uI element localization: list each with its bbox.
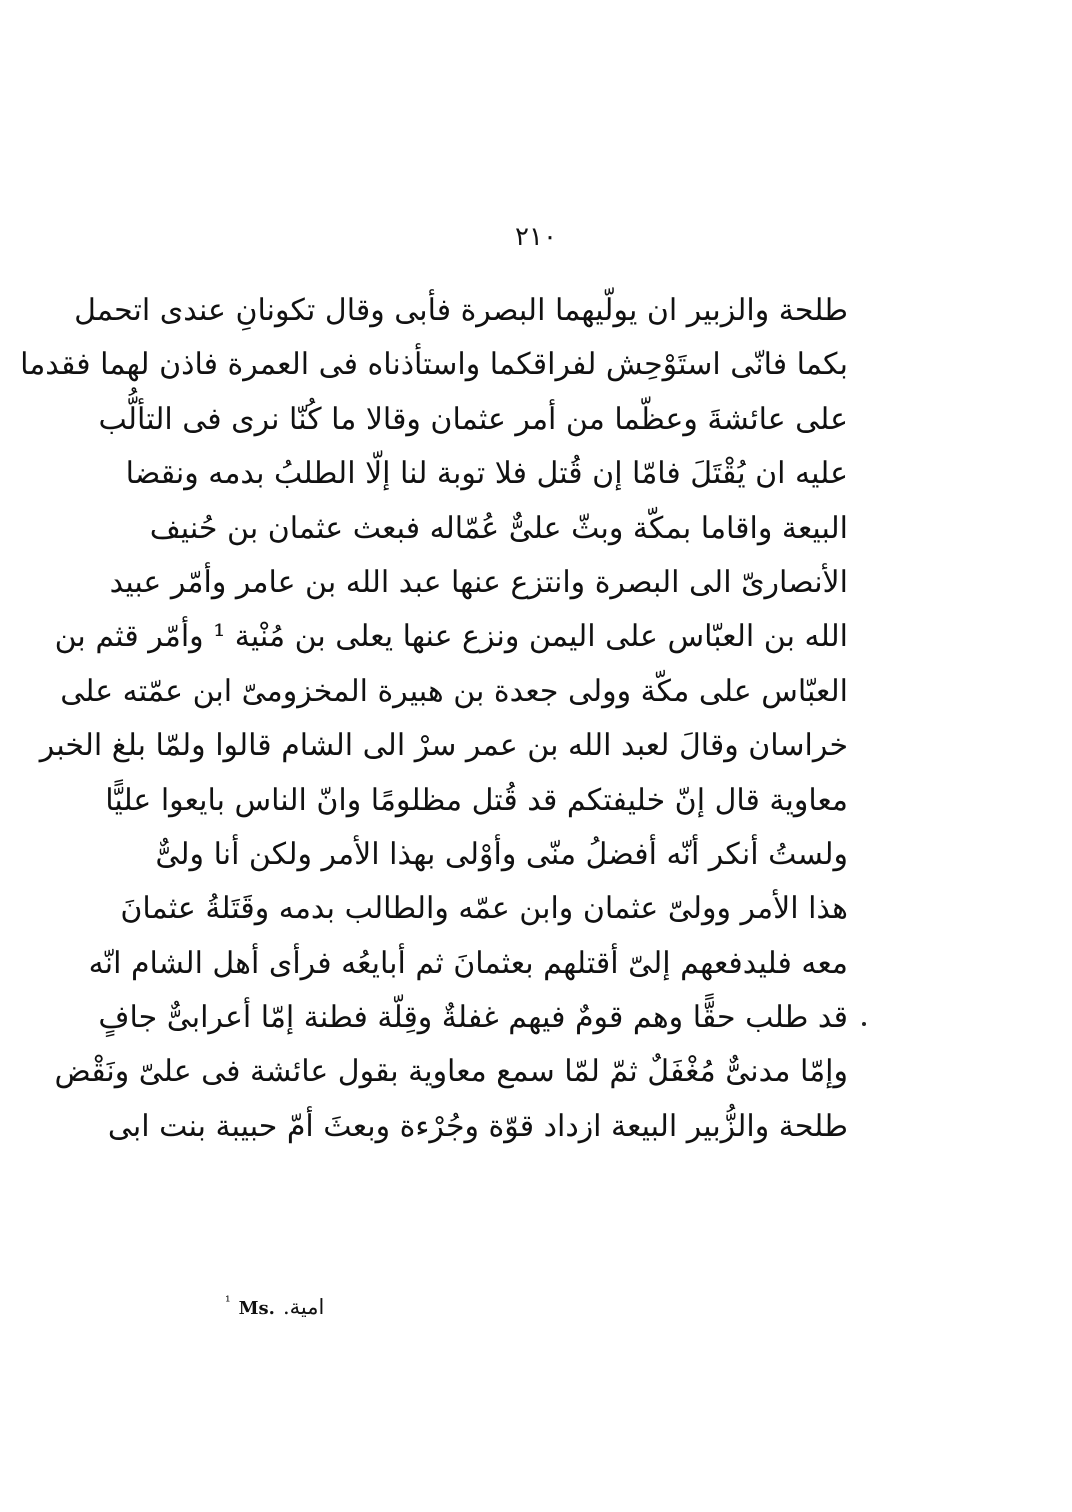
page-number: ٢١٠ <box>515 222 557 252</box>
text-line: وإمّا مدنىٌّ مُغْفَلٌ ثمّ لمّا سمع معاوية بقول عائشة فى علىّ ونَقْض <box>54 1054 848 1090</box>
body-text <box>20 284 848 1154</box>
text-line: طلحة والزبير ان يولّيهما البصرة فأبى وقال تكونانِ عندى اتحمل <box>74 293 848 328</box>
text-line: طلحة والزُّبير البيعة ازداد قوّة وجُرْءة وبعثَ أمّ حبيبة بنت ابى <box>107 1108 848 1144</box>
text-line: الأنصارىّ الى البصرة وانتزع عنها عبد الله بن عامر وأمّر عبيد <box>109 564 848 600</box>
footnote-marker: ¹ <box>225 1294 231 1310</box>
text-line: البيعة واقاما بمكّة وبثّ علىٌّ عُمّاله فبعث عثمان بن حُنيف <box>149 510 848 546</box>
text-line: هذا الأمر وولىّ عثمان وابن عمّه والطالب بدمه وقَتَلةُ عثمانَ <box>120 891 848 927</box>
text-line: الله بن العبّاس على اليمن ونزع عنها يعلى بن مُنْية ¹ وأمّر قثم بن <box>54 619 848 655</box>
text-line: معاوية قال إنّ خليفتكم قد قُتل مظلومًا وانّ الناس بايعوا عليًّا <box>105 782 848 818</box>
text-line: على عائشةَ وعظّما من أمر عثمان وقالا ما كُنّا نرى فى التألُّب <box>98 401 848 437</box>
text-line: ولستُ أنكر أنّه أفضلُ منّى وأوْلى بهذا الأمر ولكن أنا ولىٌّ <box>155 836 848 872</box>
footnote <box>225 1287 324 1324</box>
text-line: عليه ان يُقْتَلَ فامّا إن قُتل فلا توبة لنا إلّا الطلبُ بدمه ونقضا <box>125 456 848 492</box>
text-line: معه فليدفعهم إلىّ أقتلهم بعثمانَ ثم أبايعُه فرأى أهل الشام انّه <box>88 945 848 981</box>
text-line: العبّاس على مكّة وولى جعدة بن هبيرة المخزومىّ ابن عمّته على <box>60 673 848 709</box>
footnote-source: Ms. <box>238 1298 275 1319</box>
text-line: خراسان وقالَ لعبد الله بن عمر سرْ الى الشام قالوا ولمّا بلغ الخبر <box>39 728 848 764</box>
text-line: بكما فانّى استَوْحِش لفراقكما واستأذناه فى العمرة فاذن لهما فقدما <box>20 347 848 383</box>
ink-speck <box>862 1022 866 1026</box>
footnote-variant: امية. <box>282 1295 325 1319</box>
text-line: قد طلب حقًّا وهم قومٌ فيهم غفلةٌ وقِلّة فطنة إمّا أعرابىٌّ جافٍ <box>98 1000 848 1036</box>
